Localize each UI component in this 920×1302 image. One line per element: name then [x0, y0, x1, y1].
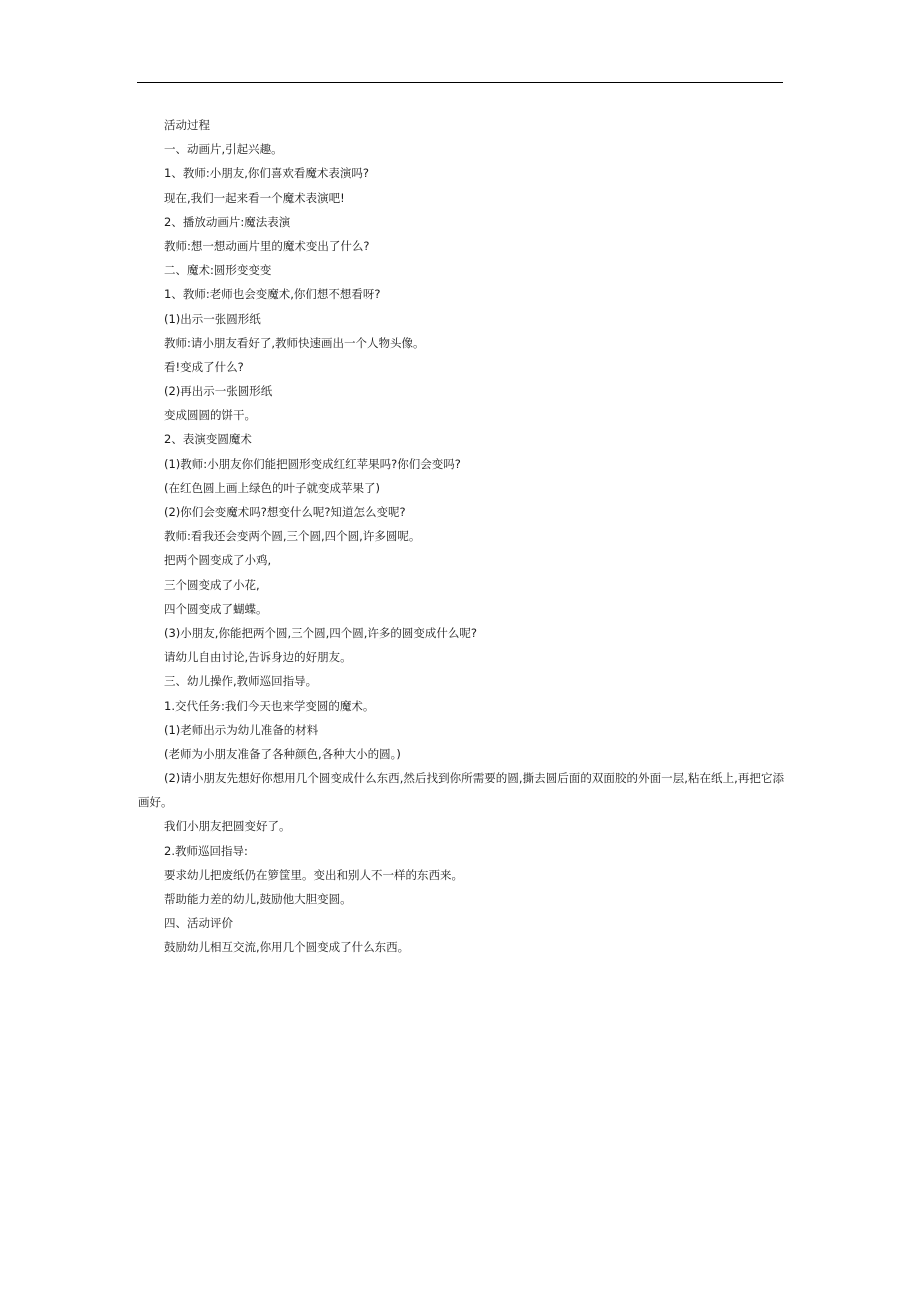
- paragraph: (1)出示一张圆形纸: [164, 311, 261, 326]
- paragraph: 鼓励幼儿相互交流,你用几个圆变成了什么东西。: [164, 940, 410, 955]
- paragraph: 2、表演变圆魔术: [164, 432, 252, 447]
- section-heading: 二、魔术:圆形变变变: [164, 263, 272, 278]
- paragraph: 要求幼儿把废纸仍在箩筐里。变出和别人不一样的东西来。: [164, 867, 463, 882]
- paragraph: 请幼儿自由讨论,告诉身边的好朋友。: [164, 650, 352, 665]
- paragraph: (3)小朋友,你能把两个圆,三个圆,四个圆,许多的圆变成什么呢?: [164, 625, 478, 640]
- paragraph: (1)老师出示为幼儿准备的材料: [164, 722, 319, 737]
- paragraph: 1.交代任务:我们今天也来学变圆的魔术。: [164, 698, 375, 713]
- paragraph: (2)请小朋友先想好你想用几个圆变成什么东西,然后找到你所需要的圆,撕去圆后面的双面胶的外面一层,粘在纸上,再把它添画好。: [138, 771, 784, 810]
- paragraph: 2、播放动画片:魔法表演: [164, 214, 291, 229]
- paragraph: (2)再出示一张圆形纸: [164, 384, 273, 399]
- paragraph: (在红色圆上画上绿色的叶子就变成苹果了): [164, 480, 380, 495]
- paragraph: 变成圆圆的饼干。: [164, 408, 256, 423]
- header-rule: [137, 82, 783, 83]
- paragraph: 三个圆变成了小花,: [164, 577, 260, 592]
- paragraph: 教师:请小朋友看好了,教师快速画出一个人物头像。: [164, 335, 425, 350]
- section-heading: 四、活动评价: [164, 916, 233, 931]
- paragraph: 教师:想一想动画片里的魔术变出了什么?: [164, 238, 370, 253]
- paragraph: 教师:看我还会变两个圆,三个圆,四个圆,许多圆呢。: [164, 529, 421, 544]
- paragraph: 帮助能力差的幼儿,鼓励他大胆变圆。: [164, 892, 352, 907]
- paragraph: 我们小朋友把圆变好了。: [164, 819, 291, 834]
- paragraph: (2)你们会变魔术吗?想变什么呢?知道怎么变呢?: [164, 505, 406, 519]
- section-heading: 三、幼儿操作,教师巡回指导。: [164, 674, 318, 689]
- paragraph: 2.教师巡回指导:: [164, 843, 248, 858]
- paragraph: 现在,我们一起来看一个魔术表演吧!: [164, 190, 345, 205]
- section-heading: 一、动画片,引起兴趣。: [164, 142, 283, 157]
- section-heading: 活动过程: [164, 118, 210, 132]
- paragraph: 1、教师:小朋友,你们喜欢看魔术表演吗?: [164, 166, 369, 181]
- paragraph: (老师为小朋友准备了各种颜色,各种大小的圆。): [164, 746, 401, 761]
- paragraph: 四个圆变成了蝴蝶。: [164, 601, 268, 616]
- paragraph: (1)教师:小朋友你们能把圆形变成红红苹果吗?你们会变吗?: [164, 456, 461, 471]
- paragraph: 把两个圆变成了小鸡,: [164, 553, 272, 568]
- document-body: [138, 113, 784, 960]
- paragraph: 看!变成了什么?: [164, 359, 244, 374]
- paragraph: 1、教师:老师也会变魔术,你们想不想看呀?: [164, 287, 381, 302]
